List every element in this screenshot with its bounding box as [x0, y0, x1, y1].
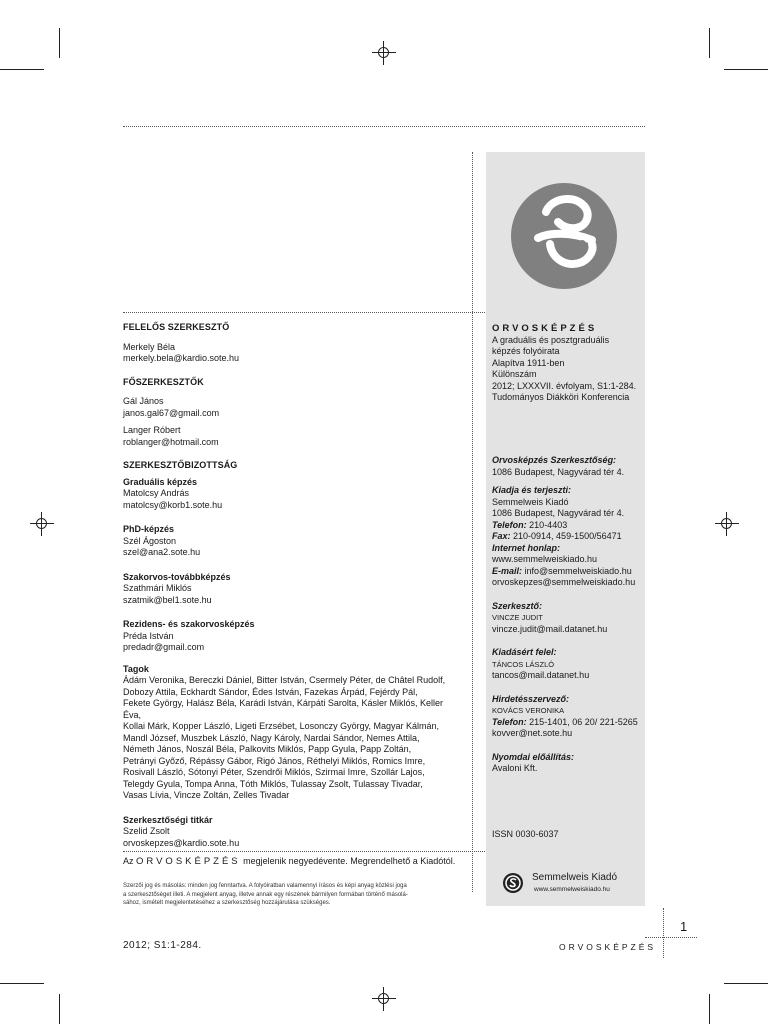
running-title: ORVOSKÉPZÉS	[559, 942, 657, 952]
tagok-line: Telegdy Gyula, Tompa Anna, Tóth Miklós, Tulassay Zsolt, Tulassay Tivadar,	[123, 778, 423, 789]
registration-mark-icon	[372, 41, 396, 65]
crop-mark	[709, 994, 710, 1024]
notice-suffix: megjelenik negyedévente. Megrendelhető a Kiadótól.	[240, 856, 456, 866]
fo2-name: Langer Róbert	[123, 425, 181, 435]
tagok-line: Fekete György, Halász Béla, Karádi István, Kárpáti Sarolta, Kásler Miklós, Keller Éva,	[123, 698, 443, 720]
tagok-line: Mandl József, Muszbek László, Nagy Károly, Nardai Sándor, Nemes Attila,	[123, 732, 420, 743]
szakorvos-name: Szathmári Miklós	[123, 583, 192, 593]
top-rule	[123, 126, 645, 127]
hirdetes-name: KOVÁCS VERONIKA	[492, 706, 565, 715]
fo1-name: Gál János	[123, 396, 164, 406]
phd-name: Szél Ágoston	[123, 535, 177, 546]
tagok-line: Dobozy Attila, Eckhardt Sándor, Édes István, Fazekas Árpád, Fejérdy Pál,	[123, 686, 418, 697]
publisher-block	[502, 870, 642, 900]
info-line: képzés folyóirata	[492, 346, 560, 356]
kiadasert-label: Kiadásért felel:	[492, 647, 557, 657]
hirdetes-telefon-label: Telefon:	[492, 716, 527, 727]
crop-mark	[709, 28, 710, 58]
rezidens-email[interactable]: predadr@gmail.com	[123, 642, 205, 652]
registration-mark-icon	[372, 987, 396, 1011]
email-link[interactable]: info@semmelweiskiado.hu	[522, 565, 632, 576]
issue-citation: 2012; S1:1-284.	[123, 940, 202, 951]
hirdetes-telefon-row	[492, 717, 642, 729]
grad-title: Graduális képzés	[123, 476, 198, 487]
phd-email[interactable]: szel@ana2.sote.hu	[123, 547, 201, 557]
frequency-notice	[123, 856, 455, 867]
tagok-line: Petrányi Győző, Répássy Gábor, Rigó János, Réthelyi Miklós, Romics Imre,	[123, 755, 426, 766]
registration-mark-icon	[715, 512, 739, 536]
phd-title: PhD-képzés	[123, 524, 175, 534]
crop-mark	[724, 69, 768, 70]
email-row	[492, 566, 642, 578]
publisher-name: Semmelweis Kiadó	[532, 872, 618, 883]
crop-mark	[59, 994, 60, 1024]
tagok-line: Ádám Veronika, Bereczki Dániel, Bitter István, Csermely Péter, de Châtel Rudolf,	[123, 675, 446, 685]
kiadja-name: Semmelweis Kiadó	[492, 496, 569, 507]
fo2-email[interactable]: roblanger@hotmail.com	[123, 436, 219, 447]
felelos-email[interactable]: merkely.bela@kardio.sote.hu	[123, 353, 240, 363]
fax-value: 210-0914, 459-1500/56471	[510, 531, 622, 541]
notice-brand: ORVOSKÉPZÉS	[136, 856, 241, 867]
copyright-line: sához, ismételt megjelentetéséhez a szerkesztőség hozzájárulása szükséges.	[123, 900, 331, 906]
crop-mark	[59, 28, 60, 58]
contact-info	[492, 455, 642, 775]
copyright-notice	[123, 882, 473, 908]
szerkeszto-label: Szerkesztő:	[492, 600, 543, 611]
kiadasert-name: TÁNCOS LÁSZLÓ	[492, 659, 555, 669]
editorial-board	[123, 322, 463, 859]
felelos-title: FELELŐS SZERKESZTŐ	[123, 322, 230, 332]
szerkeszto-email[interactable]: vincze.judit@mail.datanet.hu	[492, 623, 608, 634]
issn: ISSN 0030-6037	[492, 829, 559, 839]
copyright-line: a szerkesztőséget illeti. A megjelent anyag, illetve annak egy részének bármilyen formában történő másolá-	[123, 891, 408, 898]
fax-label: Fax:	[492, 531, 511, 541]
titkar-title: Szerkesztőségi titkár	[123, 814, 213, 825]
telefon-value: 210-4403	[526, 519, 568, 530]
semmelweis-logo-icon	[502, 872, 524, 894]
szakorvos-title: Szakorvos-továbbképzés	[123, 571, 231, 582]
rezidens-title: Rezidens- és szakorvosképzés	[123, 619, 255, 629]
tagok-line: Rosivall László, Sótonyi Péter, Szendrői Miklós, Szirmai Imre, Szollár Lajos,	[123, 767, 425, 777]
tagok-title: Tagok	[123, 663, 149, 674]
tagok-line: Vasas Lívia, Vincze Zoltán, Zelles Tivadar	[123, 790, 290, 800]
grad-name: Matolcsy András	[123, 488, 190, 498]
hirdetes-email[interactable]: kovver@net.sote.hu	[492, 728, 573, 738]
felelos-name: Merkely Béla	[123, 341, 176, 352]
info-line: Különszám	[492, 369, 537, 379]
szakorvos-email[interactable]: szatmik@bel1.sote.hu	[123, 594, 212, 605]
rezidens-name: Préda István	[123, 630, 174, 641]
szerkeszto-name: VINCZE JUDIT	[492, 613, 543, 622]
titkar-email[interactable]: orvoskepzes@kardio.sote.hu	[123, 837, 240, 848]
crop-mark	[0, 69, 44, 70]
crop-mark	[0, 983, 44, 984]
nyomdai-label: Nyomdai előállítás:	[492, 751, 575, 762]
hirdetes-label: Hirdetésszervező:	[492, 693, 570, 704]
fax-row	[492, 531, 642, 543]
tagok-line: Németh János, Noszál Béla, Palkovits Miklós, Papp Gyula, Papp Zoltán,	[123, 744, 412, 754]
tagok-line: Kollai Márk, Kopper László, Ligeti Erzsébet, Losonczy György, Magyar Kálmán,	[123, 721, 439, 731]
szerkesztoseg-label: Orvosképzés Szerkesztőség:	[492, 455, 617, 465]
telefon-label: Telefon:	[492, 519, 527, 530]
email-link-2[interactable]: orvoskepzes@semmelweiskiado.hu	[492, 577, 636, 587]
internet-link[interactable]: www.semmelweiskiado.hu	[492, 554, 598, 564]
fo1-email[interactable]: janos.gal67@gmail.com	[123, 407, 220, 418]
journal-info	[492, 323, 642, 404]
notice-prefix: Az	[123, 856, 137, 866]
footer-divider	[663, 908, 664, 958]
nyomdai-value: Avaloni Kft.	[492, 763, 538, 773]
journal-brand: ORVOSKÉPZÉS	[492, 323, 598, 334]
copyright-line: Szerzői jog és másolás: minden jog fenntartva. A folyóiratban valamennyi írásos és képi anyag közlési joga	[123, 883, 407, 889]
foszerkesztok-title: FŐSZERKESZTŐK	[123, 376, 204, 387]
crop-mark	[724, 983, 768, 984]
info-line: 2012; LXXXVII. évfolyam, S1:1-284.	[492, 380, 637, 391]
grad-email[interactable]: matolcsy@korb1.sote.hu	[123, 499, 223, 510]
internet-label: Internet honlap:	[492, 542, 560, 553]
column-divider	[472, 152, 473, 892]
registration-mark-icon	[30, 512, 54, 536]
kiadja-address: 1086 Budapest, Nagyvárad tér 4.	[492, 508, 625, 518]
info-line: A graduális és posztgraduális	[492, 334, 610, 345]
publisher-url[interactable]: www.semmelweiskiado.hu	[534, 886, 610, 893]
hirdetes-telefon-value: 215-1401, 06 20/ 221-5265	[526, 716, 638, 727]
info-line: Tudományos Diákköri Konferencia	[492, 392, 630, 402]
page-number: 1	[680, 919, 688, 934]
page-rule	[645, 937, 697, 938]
info-line: Alapítva 1911-ben	[492, 357, 565, 368]
email-label: E-mail:	[492, 565, 523, 576]
kiadja-label: Kiadja és terjeszti:	[492, 485, 572, 495]
orvoskepzes-logo-icon	[510, 182, 618, 290]
titkar-name: Szelid Zsolt	[123, 826, 170, 836]
bizottsag-title: SZERKESZTŐBIZOTTSÁG	[123, 460, 238, 470]
kiadasert-email[interactable]: tancos@mail.datanet.hu	[492, 670, 590, 680]
szerkesztoseg-address: 1086 Budapest, Nagyvárad tér 4.	[492, 466, 625, 477]
telefon-row	[492, 520, 642, 532]
